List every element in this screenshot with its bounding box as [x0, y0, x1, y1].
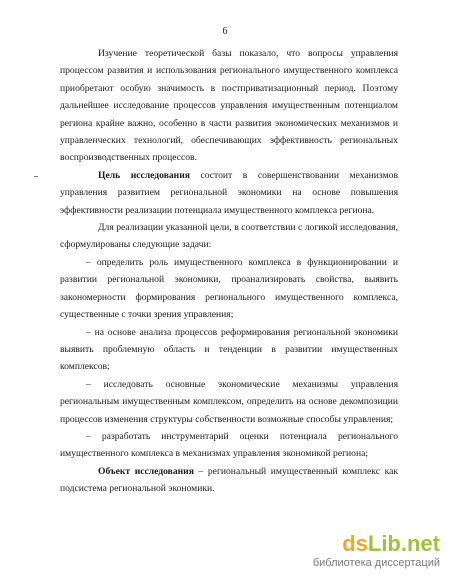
watermark-subtitle: библиотека диссертаций	[312, 557, 440, 569]
paragraph-tasks-intro	[60, 219, 398, 254]
task-item-4	[60, 428, 398, 463]
paragraph-text: Для реализации указанной цели, в соответствии с логикой исследования, сформулированы следующие задачи:	[60, 222, 398, 251]
logo-ds: ds	[342, 531, 368, 556]
paragraph-text: состоит в совершенствовании механизмов управления развитием региональной экономики на основе повышения эффективности реализации потенциала имущественного комплекса региона.	[60, 169, 398, 216]
page-number: 6	[222, 26, 228, 37]
object-heading: Объект исследования	[98, 465, 194, 477]
paragraph-goal	[60, 167, 398, 219]
task-item-1	[60, 254, 398, 324]
paragraph-text: Изучение теоретической базы показало, что вопросы управления процессом развития и использования регионального имущественного комплекса приобретают особую значимость в постприватизационный период. Поэтому дальнейшее исследование процессов управления имущественным потенциалом региона крайне важно, особенно в части развития экономических механизмов и управленческих технологий, обеспечивающих эффективность региональных воспроизводственных процессов.	[60, 48, 398, 164]
watermark-logo	[342, 532, 440, 556]
paragraph-intro	[60, 45, 398, 167]
body-text	[60, 45, 398, 498]
paragraph-text: – региональный имущественный комплекс как подсистема региональной экономики.	[60, 465, 399, 495]
paragraph-object	[60, 463, 398, 498]
paragraph-text: – исследовать основные экономические механизмы управления региональным имущественным комплексом, определить на основе декомпозиции процессов изменения структуры собственности возможные способы управления;	[60, 378, 398, 425]
task-item-3	[60, 376, 398, 428]
paragraph-text: – на основе анализа процессов реформирования региональной экономики выявить проблемную область и тенденции в развитии имущественных комплексов;	[60, 326, 398, 373]
paragraph-text: – разработать инструментарий оценки потенциала регионального имущественного комплекса в механизмах управления экономикой региона;	[60, 430, 398, 460]
logo-net: .net	[400, 531, 440, 556]
paragraph-text: – определить роль имущественного комплекса в функционировании и развитии региональной экономики, проанализировать свойства, выявить закономерности формирования регионального имущественного комплекса, существенные с точки зрения управления;	[60, 256, 398, 321]
margin-mark	[34, 176, 38, 177]
logo-lib: Lib	[367, 531, 401, 556]
goal-heading: Цель исследования	[98, 169, 190, 181]
dslib-watermark[interactable]	[310, 532, 440, 572]
task-item-2	[60, 324, 398, 376]
